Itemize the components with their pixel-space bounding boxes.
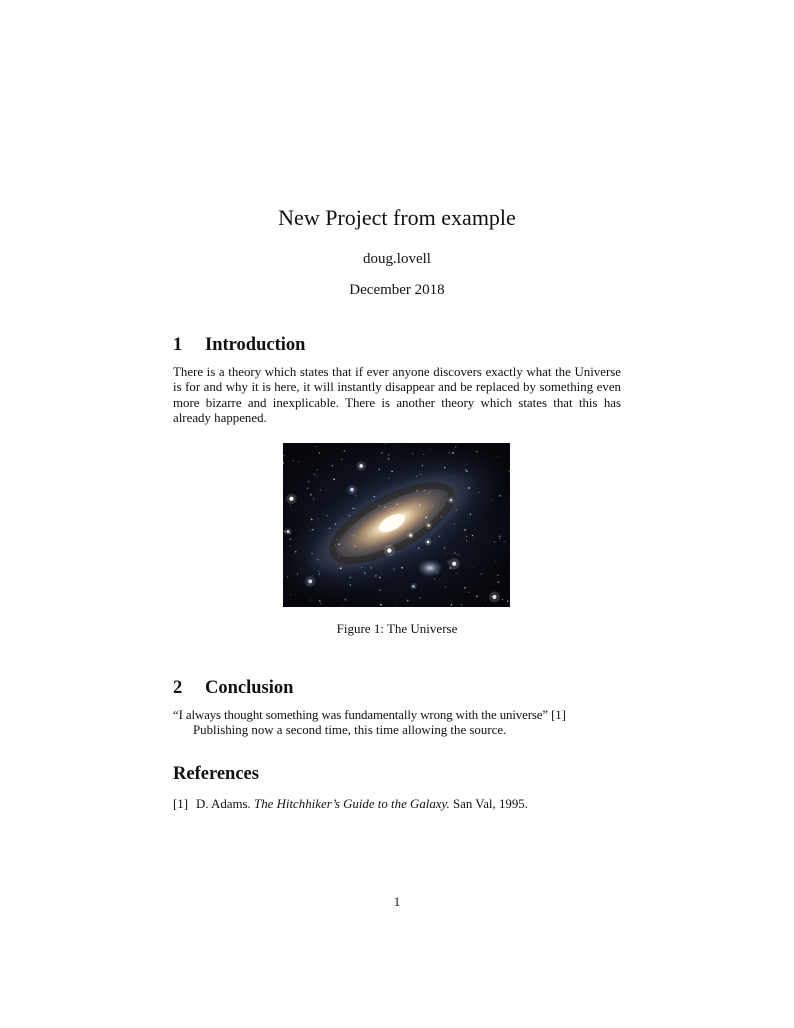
section-title: Conclusion (205, 678, 294, 698)
figure-universe (283, 443, 510, 607)
conclusion-paragraph (173, 708, 621, 739)
reference-item (173, 797, 633, 812)
reference-text (196, 797, 528, 812)
conclusion-quote: “I always thought something was fundamentally wrong with the universe” [1] (173, 708, 566, 722)
document-author: doug.lovell (363, 251, 431, 267)
section-heading-introduction (173, 334, 621, 356)
section-number: 2 (173, 678, 183, 698)
reference-authors: D. Adams. (196, 797, 251, 811)
document-content (173, 0, 621, 1028)
companion-galaxy (417, 559, 443, 577)
document-date: December 2018 (349, 282, 445, 298)
section-heading-references: References (173, 764, 259, 784)
reference-publisher: San Val, 1995. (452, 797, 528, 811)
reference-label: [1] (173, 797, 189, 811)
section-number: 1 (173, 335, 183, 355)
page-number: 1 (393, 894, 401, 909)
universe-image (283, 443, 510, 607)
section-title: Introduction (205, 335, 306, 355)
conclusion-second-line: Publishing now a second time, this time allowing the source. (193, 723, 507, 738)
reference-title: The Hitchhiker’s Guide to the Galaxy. (254, 797, 450, 811)
document-title: New Project from example (278, 205, 516, 230)
figure-caption: Figure 1: The Universe (336, 621, 458, 636)
section-heading-conclusion (173, 677, 621, 699)
introduction-paragraph: There is a theory which states that if ever anyone discovers exactly what the Universe is for and why it is here, it will instantly disappear and be replaced by something even more bizarre and inexplicable. There is another theory which states that this has already happened. (173, 365, 621, 426)
